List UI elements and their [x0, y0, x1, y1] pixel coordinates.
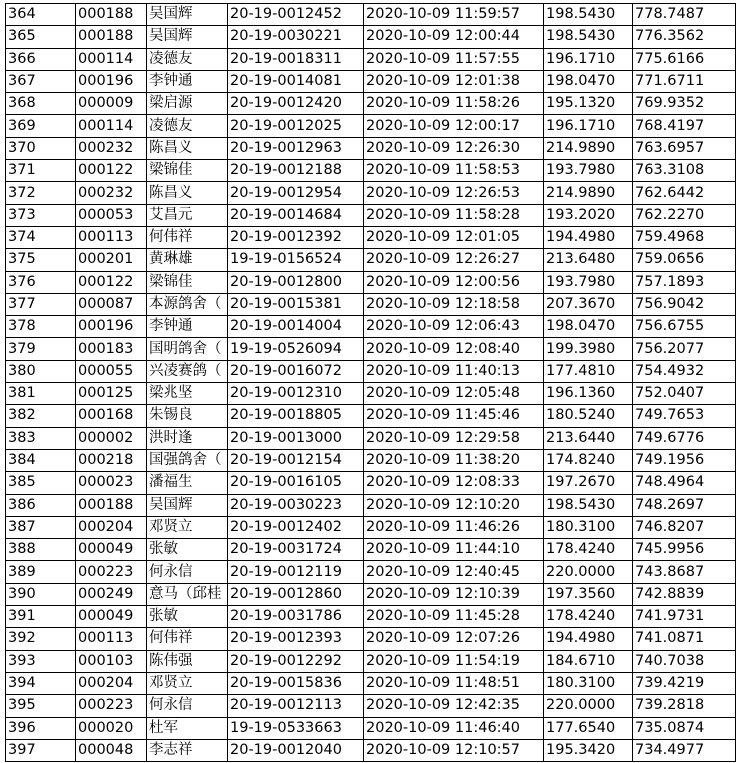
table-row [6, 271, 736, 293]
owner-name-cell: 朱锡良 [147, 405, 228, 427]
rank-cell: 388 [6, 539, 76, 561]
arrival-time-cell: 2020-10-09 12:00:17 [364, 115, 544, 137]
member-id-cell: 000218 [76, 449, 147, 471]
owner-name-cell: 凌德友 [147, 115, 228, 137]
rank-cell: 387 [6, 516, 76, 538]
arrival-time-cell: 2020-10-09 11:45:46 [364, 405, 544, 427]
member-id-cell: 000023 [76, 472, 147, 494]
table-row [6, 427, 736, 449]
distance-cell: 193.2020 [544, 204, 633, 226]
member-id-cell: 000232 [76, 137, 147, 159]
rank-cell: 385 [6, 472, 76, 494]
table-row [6, 405, 736, 427]
arrival-time-cell: 2020-10-09 11:54:19 [364, 650, 544, 672]
distance-cell: 198.5430 [544, 494, 633, 516]
member-id-cell: 000055 [76, 360, 147, 382]
rank-cell: 389 [6, 561, 76, 583]
member-id-cell: 000232 [76, 182, 147, 204]
table-row [6, 494, 736, 516]
member-id-cell: 000114 [76, 115, 147, 137]
rank-cell: 370 [6, 137, 76, 159]
ring-number-cell: 20-19-0018805 [228, 405, 364, 427]
arrival-time-cell: 2020-10-09 12:05:48 [364, 383, 544, 405]
table-row [6, 4, 736, 26]
ring-number-cell: 20-19-0012040 [228, 739, 364, 761]
rank-cell: 394 [6, 672, 76, 694]
speed-cell: 748.2697 [633, 494, 736, 516]
member-id-cell: 000204 [76, 672, 147, 694]
rank-cell: 383 [6, 427, 76, 449]
owner-name-cell: 兴凌赛鸽（ [147, 360, 228, 382]
ring-number-cell: 20-19-0012402 [228, 516, 364, 538]
table-row [6, 516, 736, 538]
distance-cell: 196.1360 [544, 383, 633, 405]
table-row [6, 249, 736, 271]
member-id-cell: 000113 [76, 628, 147, 650]
ring-number-cell: 20-19-0031786 [228, 606, 364, 628]
rank-cell: 382 [6, 405, 76, 427]
arrival-time-cell: 2020-10-09 12:26:30 [364, 137, 544, 159]
member-id-cell: 000049 [76, 539, 147, 561]
owner-name-cell: 黄琳雄 [147, 249, 228, 271]
owner-name-cell: 凌德友 [147, 48, 228, 70]
ring-number-cell: 20-19-0015836 [228, 672, 364, 694]
distance-cell: 180.3100 [544, 672, 633, 694]
speed-cell: 768.4197 [633, 115, 736, 137]
member-id-cell: 000183 [76, 338, 147, 360]
speed-cell: 771.6711 [633, 70, 736, 92]
rank-cell: 379 [6, 338, 76, 360]
table-row [6, 606, 736, 628]
table-row [6, 316, 736, 338]
table-row [6, 672, 736, 694]
ring-number-cell: 19-19-0156524 [228, 249, 364, 271]
rank-cell: 391 [6, 606, 76, 628]
ring-number-cell: 20-19-0012860 [228, 583, 364, 605]
rank-cell: 395 [6, 695, 76, 717]
owner-name-cell: 李志祥 [147, 739, 228, 761]
ring-number-cell: 20-19-0012113 [228, 695, 364, 717]
member-id-cell: 000188 [76, 494, 147, 516]
ring-number-cell: 20-19-0012292 [228, 650, 364, 672]
distance-cell: 214.9890 [544, 137, 633, 159]
ring-number-cell: 20-19-0012119 [228, 561, 364, 583]
owner-name-cell: 何永信 [147, 561, 228, 583]
ring-number-cell: 20-19-0012452 [228, 4, 364, 26]
speed-cell: 741.0871 [633, 628, 736, 650]
table-row [6, 360, 736, 382]
owner-name-cell: 何伟祥 [147, 226, 228, 248]
arrival-time-cell: 2020-10-09 12:40:45 [364, 561, 544, 583]
results-table-body [6, 4, 736, 762]
owner-name-cell: 李钟通 [147, 316, 228, 338]
rank-cell: 365 [6, 26, 76, 48]
distance-cell: 199.3980 [544, 338, 633, 360]
rank-cell: 374 [6, 226, 76, 248]
distance-cell: 197.3560 [544, 583, 633, 605]
member-id-cell: 000168 [76, 405, 147, 427]
speed-cell: 739.4219 [633, 672, 736, 694]
arrival-time-cell: 2020-10-09 12:01:05 [364, 226, 544, 248]
owner-name-cell: 杜军 [147, 717, 228, 739]
distance-cell: 195.1320 [544, 93, 633, 115]
table-row [6, 226, 736, 248]
ring-number-cell: 20-19-0016072 [228, 360, 364, 382]
table-row [6, 383, 736, 405]
speed-cell: 762.2270 [633, 204, 736, 226]
table-row [6, 137, 736, 159]
distance-cell: 184.6710 [544, 650, 633, 672]
arrival-time-cell: 2020-10-09 11:58:26 [364, 93, 544, 115]
speed-cell: 741.9731 [633, 606, 736, 628]
owner-name-cell: 陈昌义 [147, 137, 228, 159]
ring-number-cell: 20-19-0014081 [228, 70, 364, 92]
ring-number-cell: 20-19-0013000 [228, 427, 364, 449]
speed-cell: 734.4977 [633, 739, 736, 761]
table-row [6, 472, 736, 494]
owner-name-cell: 意马（邱桂 [147, 583, 228, 605]
speed-cell: 746.8207 [633, 516, 736, 538]
speed-cell: 749.1956 [633, 449, 736, 471]
table-row [6, 561, 736, 583]
ring-number-cell: 20-19-0012963 [228, 137, 364, 159]
speed-cell: 756.9042 [633, 293, 736, 315]
ring-number-cell: 20-19-0031724 [228, 539, 364, 561]
member-id-cell: 000114 [76, 48, 147, 70]
distance-cell: 174.8240 [544, 449, 633, 471]
rank-cell: 375 [6, 249, 76, 271]
table-row [6, 70, 736, 92]
rank-cell: 366 [6, 48, 76, 70]
member-id-cell: 000053 [76, 204, 147, 226]
ring-number-cell: 20-19-0012154 [228, 449, 364, 471]
owner-name-cell: 国明鸽舍（ [147, 338, 228, 360]
table-row [6, 583, 736, 605]
table-row [6, 449, 736, 471]
rank-cell: 397 [6, 739, 76, 761]
table-row [6, 539, 736, 561]
speed-cell: 756.6755 [633, 316, 736, 338]
rank-cell: 392 [6, 628, 76, 650]
table-row [6, 182, 736, 204]
owner-name-cell: 邓贤立 [147, 516, 228, 538]
speed-cell: 735.0874 [633, 717, 736, 739]
ring-number-cell: 19-19-0526094 [228, 338, 364, 360]
member-id-cell: 000087 [76, 293, 147, 315]
table-row [6, 48, 736, 70]
rank-cell: 376 [6, 271, 76, 293]
owner-name-cell: 张敏 [147, 539, 228, 561]
member-id-cell: 000223 [76, 561, 147, 583]
distance-cell: 220.0000 [544, 561, 633, 583]
arrival-time-cell: 2020-10-09 12:29:58 [364, 427, 544, 449]
member-id-cell: 000223 [76, 695, 147, 717]
member-id-cell: 000048 [76, 739, 147, 761]
ring-number-cell: 20-19-0030223 [228, 494, 364, 516]
owner-name-cell: 何伟祥 [147, 628, 228, 650]
member-id-cell: 000125 [76, 383, 147, 405]
arrival-time-cell: 2020-10-09 12:01:38 [364, 70, 544, 92]
owner-name-cell: 吴国辉 [147, 26, 228, 48]
member-id-cell: 000049 [76, 606, 147, 628]
speed-cell: 776.3562 [633, 26, 736, 48]
table-row [6, 160, 736, 182]
ring-number-cell: 20-19-0012310 [228, 383, 364, 405]
distance-cell: 213.6480 [544, 249, 633, 271]
rank-cell: 377 [6, 293, 76, 315]
ring-number-cell: 19-19-0533663 [228, 717, 364, 739]
owner-name-cell: 吴国辉 [147, 494, 228, 516]
rank-cell: 369 [6, 115, 76, 137]
arrival-time-cell: 2020-10-09 11:48:51 [364, 672, 544, 694]
speed-cell: 743.8687 [633, 561, 736, 583]
rank-cell: 373 [6, 204, 76, 226]
ring-number-cell: 20-19-0012025 [228, 115, 364, 137]
speed-cell: 739.2818 [633, 695, 736, 717]
arrival-time-cell: 2020-10-09 11:46:40 [364, 717, 544, 739]
speed-cell: 762.6442 [633, 182, 736, 204]
ring-number-cell: 20-19-0014684 [228, 204, 364, 226]
speed-cell: 749.6776 [633, 427, 736, 449]
owner-name-cell: 艾昌元 [147, 204, 228, 226]
table-row [6, 717, 736, 739]
owner-name-cell: 梁锦佳 [147, 160, 228, 182]
speed-cell: 759.4968 [633, 226, 736, 248]
arrival-time-cell: 2020-10-09 12:08:33 [364, 472, 544, 494]
distance-cell: 196.1710 [544, 48, 633, 70]
distance-cell: 194.4980 [544, 226, 633, 248]
speed-cell: 775.6166 [633, 48, 736, 70]
arrival-time-cell: 2020-10-09 12:10:20 [364, 494, 544, 516]
distance-cell: 213.6440 [544, 427, 633, 449]
distance-cell: 193.7980 [544, 160, 633, 182]
ring-number-cell: 20-19-0012954 [228, 182, 364, 204]
speed-cell: 778.7487 [633, 4, 736, 26]
arrival-time-cell: 2020-10-09 12:42:35 [364, 695, 544, 717]
distance-cell: 196.1710 [544, 115, 633, 137]
ring-number-cell: 20-19-0014004 [228, 316, 364, 338]
arrival-time-cell: 2020-10-09 12:07:26 [364, 628, 544, 650]
ring-number-cell: 20-19-0012800 [228, 271, 364, 293]
arrival-time-cell: 2020-10-09 11:59:57 [364, 4, 544, 26]
table-row [6, 26, 736, 48]
rank-cell: 396 [6, 717, 76, 739]
distance-cell: 180.5240 [544, 405, 633, 427]
distance-cell: 214.9890 [544, 182, 633, 204]
member-id-cell: 000122 [76, 160, 147, 182]
ring-number-cell: 20-19-0012392 [228, 226, 364, 248]
rank-cell: 386 [6, 494, 76, 516]
ring-number-cell: 20-19-0016105 [228, 472, 364, 494]
rank-cell: 371 [6, 160, 76, 182]
owner-name-cell: 吴国辉 [147, 4, 228, 26]
owner-name-cell: 李钟通 [147, 70, 228, 92]
arrival-time-cell: 2020-10-09 12:00:44 [364, 26, 544, 48]
member-id-cell: 000201 [76, 249, 147, 271]
speed-cell: 740.7038 [633, 650, 736, 672]
ring-number-cell: 20-19-0015381 [228, 293, 364, 315]
member-id-cell: 000113 [76, 226, 147, 248]
member-id-cell: 000020 [76, 717, 147, 739]
owner-name-cell: 梁锦佳 [147, 271, 228, 293]
owner-name-cell: 潘福生 [147, 472, 228, 494]
owner-name-cell: 陈昌义 [147, 182, 228, 204]
rank-cell: 381 [6, 383, 76, 405]
arrival-time-cell: 2020-10-09 11:58:28 [364, 204, 544, 226]
arrival-time-cell: 2020-10-09 12:10:57 [364, 739, 544, 761]
owner-name-cell: 国强鸽舍（ [147, 449, 228, 471]
member-id-cell: 000188 [76, 26, 147, 48]
rank-cell: 368 [6, 93, 76, 115]
member-id-cell: 000196 [76, 70, 147, 92]
owner-name-cell: 何永信 [147, 695, 228, 717]
ring-number-cell: 20-19-0012188 [228, 160, 364, 182]
speed-cell: 769.9352 [633, 93, 736, 115]
arrival-time-cell: 2020-10-09 12:26:53 [364, 182, 544, 204]
member-id-cell: 000009 [76, 93, 147, 115]
owner-name-cell: 梁启源 [147, 93, 228, 115]
distance-cell: 193.7980 [544, 271, 633, 293]
rank-cell: 378 [6, 316, 76, 338]
ring-number-cell: 20-19-0012393 [228, 628, 364, 650]
speed-cell: 742.8839 [633, 583, 736, 605]
distance-cell: 177.4810 [544, 360, 633, 382]
speed-cell: 757.1893 [633, 271, 736, 293]
arrival-time-cell: 2020-10-09 11:46:26 [364, 516, 544, 538]
rank-cell: 393 [6, 650, 76, 672]
distance-cell: 198.0470 [544, 70, 633, 92]
arrival-time-cell: 2020-10-09 11:57:55 [364, 48, 544, 70]
arrival-time-cell: 2020-10-09 11:38:20 [364, 449, 544, 471]
arrival-time-cell: 2020-10-09 12:00:56 [364, 271, 544, 293]
arrival-time-cell: 2020-10-09 12:10:39 [364, 583, 544, 605]
speed-cell: 749.7653 [633, 405, 736, 427]
ring-number-cell: 20-19-0030221 [228, 26, 364, 48]
member-id-cell: 000249 [76, 583, 147, 605]
rank-cell: 384 [6, 449, 76, 471]
distance-cell: 178.4240 [544, 539, 633, 561]
owner-name-cell: 邓贤立 [147, 672, 228, 694]
distance-cell: 194.4980 [544, 628, 633, 650]
table-row [6, 739, 736, 761]
arrival-time-cell: 2020-10-09 12:26:27 [364, 249, 544, 271]
distance-cell: 198.5430 [544, 26, 633, 48]
ring-number-cell: 20-19-0018311 [228, 48, 364, 70]
table-row [6, 204, 736, 226]
distance-cell: 198.5430 [544, 4, 633, 26]
member-id-cell: 000188 [76, 4, 147, 26]
arrival-time-cell: 2020-10-09 12:08:40 [364, 338, 544, 360]
member-id-cell: 000122 [76, 271, 147, 293]
distance-cell: 197.2670 [544, 472, 633, 494]
results-table [5, 3, 736, 762]
owner-name-cell: 张敏 [147, 606, 228, 628]
arrival-time-cell: 2020-10-09 11:44:10 [364, 539, 544, 561]
member-id-cell: 000103 [76, 650, 147, 672]
owner-name-cell: 洪时逢 [147, 427, 228, 449]
table-row [6, 650, 736, 672]
distance-cell: 178.4240 [544, 606, 633, 628]
speed-cell: 756.2077 [633, 338, 736, 360]
arrival-time-cell: 2020-10-09 11:40:13 [364, 360, 544, 382]
arrival-time-cell: 2020-10-09 11:45:28 [364, 606, 544, 628]
member-id-cell: 000002 [76, 427, 147, 449]
distance-cell: 220.0000 [544, 695, 633, 717]
speed-cell: 748.4964 [633, 472, 736, 494]
table-row [6, 293, 736, 315]
distance-cell: 198.0470 [544, 316, 633, 338]
table-row [6, 93, 736, 115]
owner-name-cell: 陈伟强 [147, 650, 228, 672]
distance-cell: 180.3100 [544, 516, 633, 538]
table-row [6, 695, 736, 717]
arrival-time-cell: 2020-10-09 12:18:58 [364, 293, 544, 315]
owner-name-cell: 本源鸽舍（ [147, 293, 228, 315]
member-id-cell: 000196 [76, 316, 147, 338]
distance-cell: 177.6540 [544, 717, 633, 739]
owner-name-cell: 梁兆坚 [147, 383, 228, 405]
speed-cell: 752.0407 [633, 383, 736, 405]
table-row [6, 628, 736, 650]
rank-cell: 364 [6, 4, 76, 26]
speed-cell: 759.0656 [633, 249, 736, 271]
distance-cell: 195.3420 [544, 739, 633, 761]
rank-cell: 372 [6, 182, 76, 204]
rank-cell: 390 [6, 583, 76, 605]
arrival-time-cell: 2020-10-09 12:06:43 [364, 316, 544, 338]
distance-cell: 207.3670 [544, 293, 633, 315]
arrival-time-cell: 2020-10-09 11:58:53 [364, 160, 544, 182]
table-row [6, 115, 736, 137]
speed-cell: 754.4932 [633, 360, 736, 382]
rank-cell: 380 [6, 360, 76, 382]
speed-cell: 763.3108 [633, 160, 736, 182]
ring-number-cell: 20-19-0012420 [228, 93, 364, 115]
speed-cell: 745.9956 [633, 539, 736, 561]
member-id-cell: 000204 [76, 516, 147, 538]
speed-cell: 763.6957 [633, 137, 736, 159]
rank-cell: 367 [6, 70, 76, 92]
table-row [6, 338, 736, 360]
